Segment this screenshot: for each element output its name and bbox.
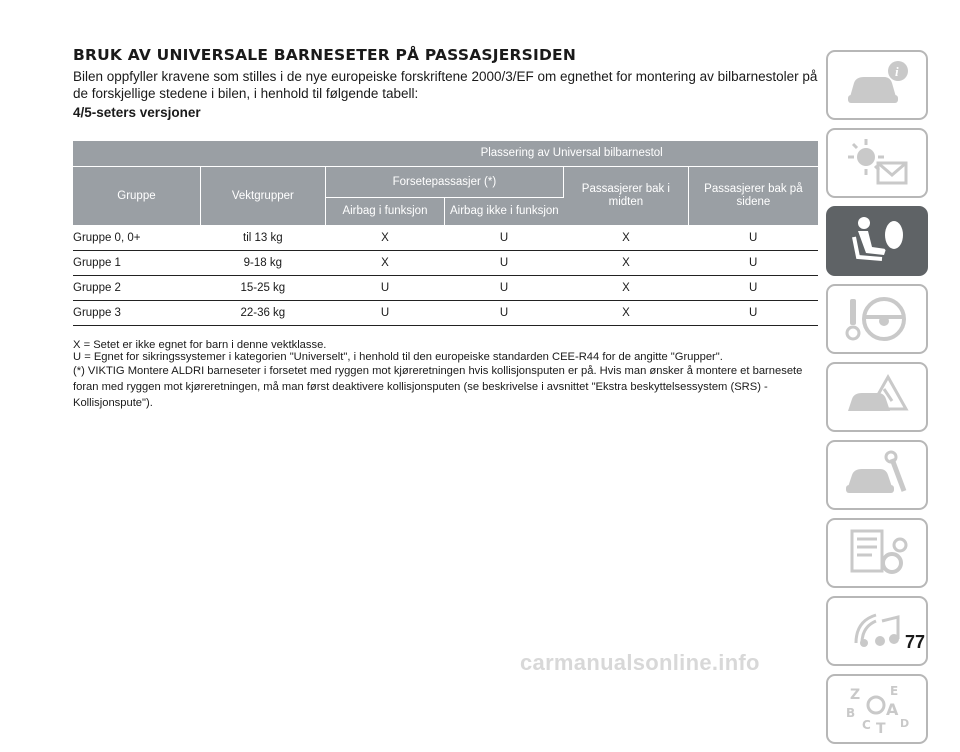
page-number: 77 <box>905 632 926 652</box>
header-front-passenger: Forsetepassasjer (*) <box>325 167 563 198</box>
cell-airbag-off: U <box>445 276 564 301</box>
header-group: Gruppe <box>73 167 200 226</box>
cell-rear-middle: X <box>564 276 689 301</box>
cell-group: Gruppe 2 <box>73 276 200 301</box>
cell-weight: 22-36 kg <box>200 301 325 326</box>
watermark: carmanualsonline.info <box>520 650 760 675</box>
intro-text: Bilen oppfyller kravene som stilles i de nye europeiske forskriftene 2000/3/EF om egnethet for montering av bilbarnestoler på de forskjellige stedene i bilen, i henhold til følgende tabell: <box>73 69 818 101</box>
cell-airbag-on: X <box>325 251 444 276</box>
header-placement: Plassering av Universal bilbarnestol <box>325 141 818 167</box>
svg-text:C: C <box>862 718 871 732</box>
cell-airbag-on: U <box>325 276 444 301</box>
cell-rear-sides: U <box>688 276 818 301</box>
cell-weight: 9-18 kg <box>200 251 325 276</box>
svg-text:A: A <box>886 700 899 719</box>
svg-text:T: T <box>876 721 886 737</box>
section-subtitle: 4/5-seters versjoner <box>73 105 201 120</box>
cell-group: Gruppe 3 <box>73 301 200 326</box>
table-row <box>73 226 818 251</box>
cell-weight: 15-25 kg <box>200 276 325 301</box>
svg-text:D: D <box>900 717 910 730</box>
tab-car-info[interactable] <box>826 50 928 120</box>
tab-warning-lights[interactable] <box>826 128 928 198</box>
header-blank <box>73 141 325 167</box>
table-row <box>73 301 818 326</box>
technical-data-icon <box>842 525 912 581</box>
cell-rear-middle: X <box>564 226 689 251</box>
cell-airbag-on: X <box>325 226 444 251</box>
cell-airbag-on: U <box>325 301 444 326</box>
tab-maintenance[interactable] <box>826 440 928 510</box>
emergency-icon <box>842 369 912 425</box>
tab-technical-data[interactable] <box>826 518 928 588</box>
cell-airbag-off: U <box>445 251 564 276</box>
multimedia-icon <box>842 603 912 659</box>
svg-text:E: E <box>890 684 899 698</box>
cell-rear-sides: U <box>688 226 818 251</box>
table-notes <box>73 339 818 411</box>
tab-starting-driving[interactable] <box>826 284 928 354</box>
header-weight: Vektgrupper <box>200 167 325 226</box>
svg-text:Z: Z <box>850 687 861 703</box>
cell-weight: til 13 kg <box>200 226 325 251</box>
tab-index[interactable] <box>826 674 928 744</box>
cell-rear-middle: X <box>564 301 689 326</box>
cell-rear-sides: U <box>688 251 818 276</box>
cell-airbag-off: U <box>445 226 564 251</box>
page-title: BRUK AV UNIVERSALE BARNESETER PÅ PASSASJERSIDEN <box>73 46 577 64</box>
tab-emergency[interactable] <box>826 362 928 432</box>
svg-text:B: B <box>846 706 856 720</box>
table-row <box>73 251 818 276</box>
header-rear-sides: Passasjerer bak på sidene <box>688 167 818 226</box>
svg-text:i: i <box>895 64 899 79</box>
cell-rear-middle: X <box>564 251 689 276</box>
table-row <box>73 276 818 301</box>
note-warning: (*) VIKTIG Montere ALDRI barneseter i forsetet med ryggen mot kjøreretningen hvis kollisjonsputen er på. Hvis man ønsker å montere et barnesete foran med ryggen mot kjøreretningen, må man først deaktivere kollisjonsputen (se beskrivelse i avsnittet "Ekstra beskyttelsessystem (SRS) - Kollisjonspute"). <box>73 365 803 409</box>
header-rear-middle: Passasjerer bak i midten <box>564 167 689 226</box>
note-x: X = Setet er ikke egnet for barn i denne vektklasse. <box>73 339 327 351</box>
warning-lights-icon <box>842 135 912 191</box>
index-icon <box>842 681 912 737</box>
tab-multimedia[interactable] <box>826 596 928 666</box>
cell-group: Gruppe 1 <box>73 251 200 276</box>
cell-airbag-off: U <box>445 301 564 326</box>
car-info-icon <box>842 57 912 113</box>
maintenance-icon <box>842 447 912 503</box>
cell-rear-sides: U <box>688 301 818 326</box>
seat-airbag-icon <box>842 213 912 269</box>
content <box>73 46 818 121</box>
cell-group: Gruppe 0, 0+ <box>73 226 200 251</box>
child-seat-table <box>73 141 818 326</box>
note-u: U = Egnet for sikringssystemer i kategorien "Universelt", i henhold til den europeiske standarden CEE-R44 for de angitte "Grupper". <box>73 351 723 363</box>
tab-safety[interactable] <box>826 206 928 276</box>
header-airbag-on: Airbag i funksjon <box>325 198 444 226</box>
steering-key-icon <box>842 291 912 347</box>
header-airbag-off: Airbag ikke i funksjon <box>445 198 564 226</box>
